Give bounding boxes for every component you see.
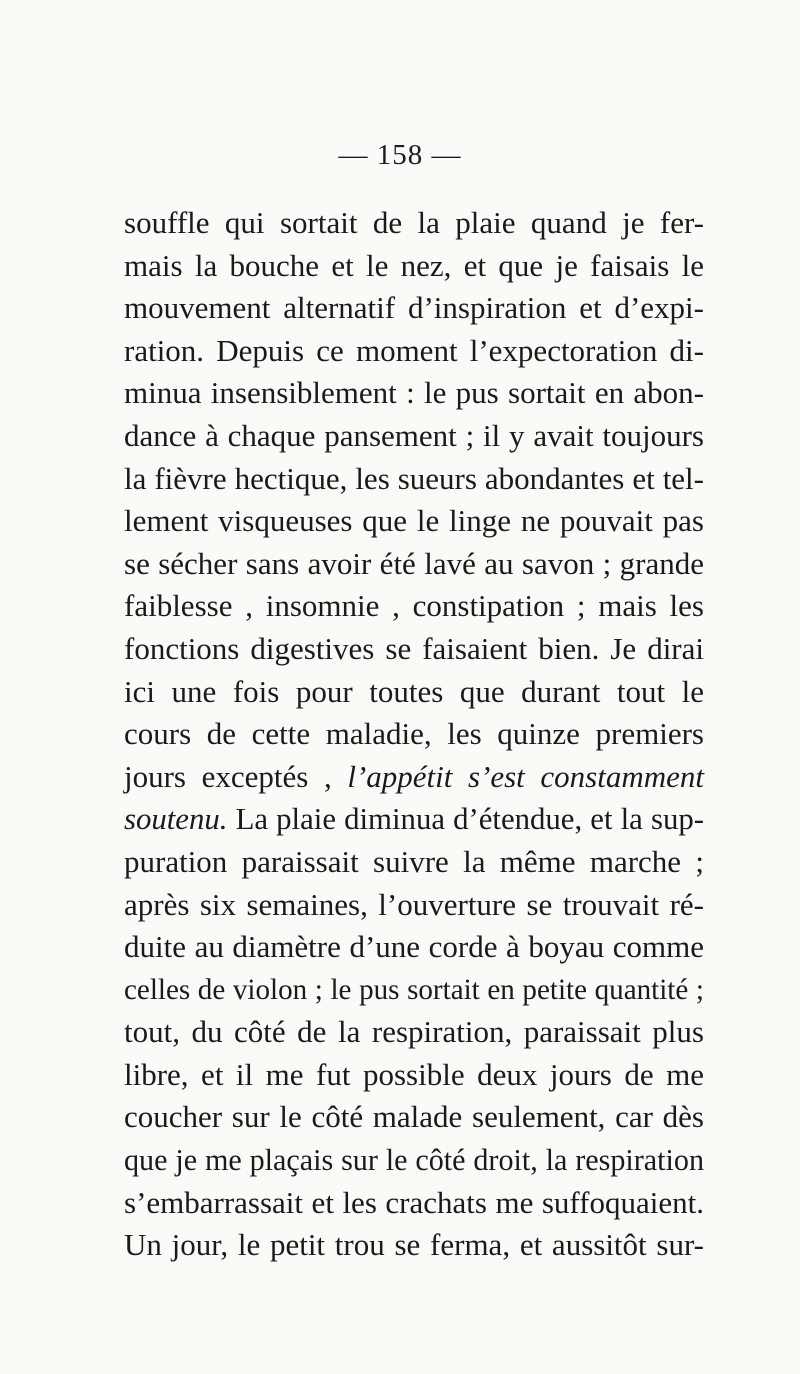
text-line: tout, du côté de la respiration, paraissait plus [124,1014,704,1050]
text-line: puration paraissait suivre la même marche ; [124,843,704,879]
text-line: minua insensiblement : le pus sortait en abon- [124,375,704,411]
text-line: soutenu. La plaie diminua d’étendue, et la sup- [124,802,704,837]
text-line: duite au diamètre d’une corde à boyau comme [124,929,704,965]
text-line: cours de cette maladie, les quinze premiers [124,716,704,752]
text-line: mouvement alternatif d’inspiration et d’expi- [124,290,704,326]
italic-phrase: soutenu. [124,802,228,837]
text-line: Un jour, le petit trou se ferma, et aussitôt sur- [124,1227,704,1263]
text-line: coucher sur le côté malade seulement, car dès [124,1099,704,1135]
text-line: lement visqueuses que le linge ne pouvait pas [124,503,704,539]
text-line: mais la bouche et le nez, et que je faisais le [124,247,704,283]
text-line: s’embarrassait et les crachats me suffoquaient. [124,1184,704,1220]
body-text [124,202,704,1267]
text-line: se sécher sans avoir été lavé au savon ; grande [124,545,704,581]
text-line: faiblesse , insomnie , constipation ; mais les [124,588,704,624]
text-line: la fièvre hectique, les sueurs abondantes et tel- [124,460,704,496]
text-line: fonctions digestives se faisaient bien. Je dirai [124,630,704,666]
text-line: jours exceptés , l’appétit s’est constamment [124,758,704,794]
text-line: celles de violon ; le pus sortait en petite quantité ; [124,973,704,1006]
text-line: ici une fois pour toutes que durant tout le [124,673,704,709]
text-line: après six semaines, l’ouverture se trouvait ré- [124,886,704,922]
text-line: que je me plaçais sur le côté droit, la respiration [124,1143,704,1178]
text-line: ration. Depuis ce moment l’expectoration di- [124,332,704,368]
italic-phrase: l’appétit s’est constamment [347,758,704,794]
text-line: dance à chaque pansement ; il y avait toujours [124,417,704,453]
text-line: souffle qui sortait de la plaie quand je fer- [124,205,704,240]
text-line: libre, et il me fut possible deux jours de me [124,1056,704,1092]
page-number: — 158 — [338,139,462,171]
